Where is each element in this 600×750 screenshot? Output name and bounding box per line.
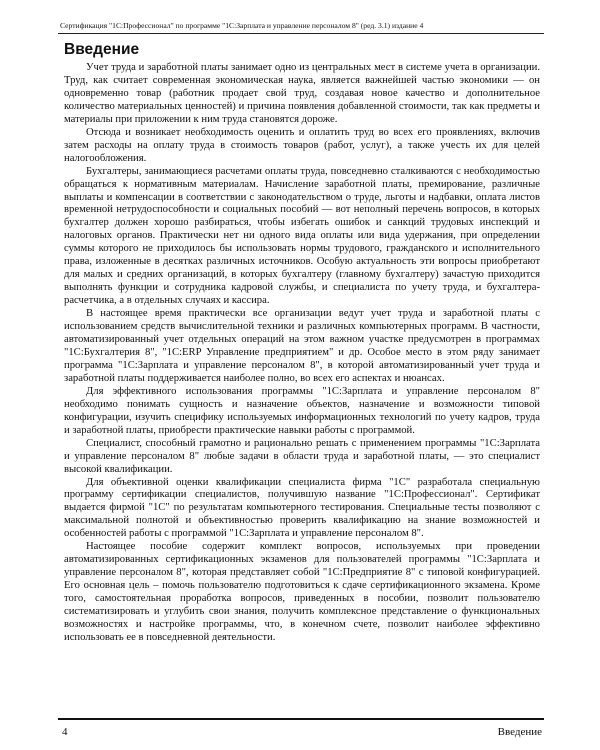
paragraph-2: Отсюда и возникает необходимость оценить и оплатить труд во всех его проявлениях, включив затем расходы на оплату труда в стоимость товаров (работ, услуг), а также учесть их для целей налогообложения.: [64, 126, 540, 164]
footer-rule: [58, 718, 544, 720]
header-rule: [58, 33, 544, 34]
page-number: 4: [62, 726, 68, 738]
body-text: [64, 62, 540, 645]
running-header: Сертификация "1С:Профессионал" по программе "1С:Зарплата и управление персоналом 8" (ред. 3.1) издание 4: [60, 21, 424, 30]
paragraph-4: В настоящее время практически все организации ведут учет труда и заработной платы с использованием средств вычислительной техники и различных компьютерных программ. В частности, автоматизированный учет отдельных операций на этом важном участке предусмотрен в программах "1С:Бухгалтерия 8", "1С:ERP Управление предприятием" и др. Особое место в этом ряду занимает программа "1С:Зарплата и управление персоналом 8", в которой автоматизированный учет труда и заработной платы поддерживается наиболее полно, во всех его аспектах и нюансах.: [64, 308, 540, 384]
paragraph-8: Настоящее пособие содержит комплект вопросов, используемых при проведении автоматизированных сертификационных экзаменов для пользователей программы "1С:Зарплата и управление персоналом 8", которая представляет собой "1С:Предприятие 8" с типовой конфигурацией. Его основная цель – помочь пользователю подготовиться к сдаче сертификационного экзамена. Кроме того, самостоятельная проработка вопросов, приведенных в пособии, позволит пользователю систематизировать и углубить свои знания, получить комплексное представление о функциональных возможностях и настройке программы, что, в конечном счете, позволит наиболее эффективно использовать ее в повседневной деятельности.: [64, 541, 540, 643]
footer-section-name: Введение: [497, 726, 542, 738]
paragraph-5: Для эффективного использования программы "1С:Зарплата и управление персоналом 8" необходимо понимать сущность и назначение объектов, назначение и возможности типовой конфигурации, изучить специфику используемых информационных технологий по учету кадров, труда и заработной платы, приобрести практические навыки работы с программой.: [64, 385, 540, 436]
paragraph-7: Для объективной оценки квалификации специалиста фирма "1С" разработала специальную программу сертификации специалистов, получившую название "1С:Профессионал". Сертификат выдается фирмой "1С" по результатам компьютерного тестирования. Специальные тесты позволяют с максимальной полнотой и объективностью проверить квалификацию на знание возможностей и особенностей работы с программой "1С:Зарплата и управление персоналом 8".: [64, 476, 540, 540]
paragraph-6: Специалист, способный грамотно и рационально решать с применением программы "1С:Зарплата и управление персоналом 8" любые задачи в области труда и заработной платы, — это специалист высокой квалификации.: [64, 437, 540, 475]
section-title: Введение: [64, 41, 140, 58]
paragraph-3: Бухгалтеры, занимающиеся расчетами оплаты труда, повседневно сталкиваются с необходимостью обращаться к нормативным материалам. Начисление заработной платы, премирование, различные выплаты и компенсации в соответствии с законодательством о труде, льготы и надбавки, оплата листов временной нетрудоспособности и социальных пособий — вот неполный перечень вопросов, в которых бухгалтер должен хорошо разбираться, чтобы избегать ошибок и санкций трудовых инспекций и налоговых органов. Практически нет ни одного вида оплаты или вида удержания, при определении суммы которого не приходилось бы использовать нормы трудового, гражданского и исполнительного права, изложенные в десятках различных источников. Особую актуальность эти вопросы приобретают для малых и средних организаций, в которых бухгалтеру (главному бухгалтеру) зачастую приходится выполнять функции и сотрудника кадровой службы, и специалиста по учету труда, и бухгалтера-расчетчика, а в отдельных случаях и кассира.: [64, 165, 540, 307]
paragraph-1: Учет труда и заработной платы занимает одно из центральных мест в системе учета в организации. Труд, как считает современная экономическая наука, является важнейшей частью экономики — он одновременно товар (работник продает свой труд, создавая новое качество и дополнительное количество материальных ценностей) и причина появления добавленной стоимости, так как предметы и материалы при приложении к ним труда становятся дороже.: [64, 62, 540, 125]
